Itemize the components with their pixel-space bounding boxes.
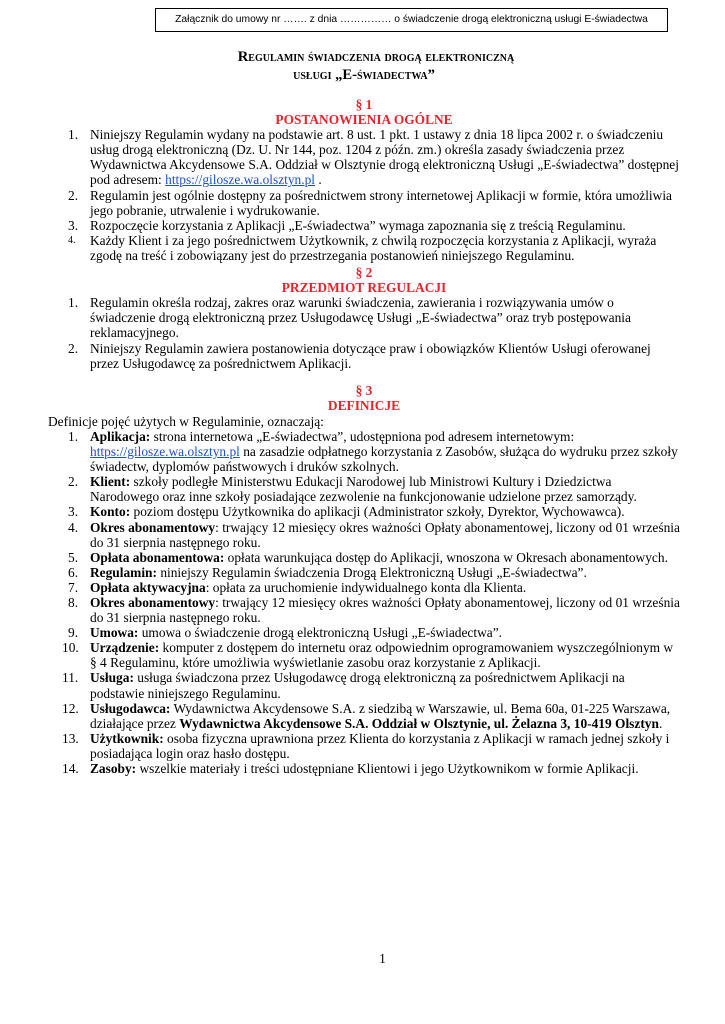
definition-item [48, 761, 680, 776]
item-number: 2. [68, 474, 79, 490]
definition-text: : trwający 12 miesięcy okres ważności Opłaty abonamentowej, liczony od 01 września do 31 sierpnia następnego roku. [90, 519, 680, 550]
definition-text: niniejszy Regulamin świadczenia Drogą Elektroniczną Usługi „E-świadectwa”. [156, 564, 587, 580]
item-number: 3. [68, 504, 79, 520]
item-number: 13. [62, 730, 79, 746]
item-text: Regulamin jest ogólnie dostępny za pośrednictwem strony internetowej Aplikacji w formie, która umożliwia jego pobranie, utrwalenie i wydrukowanie. [90, 187, 672, 218]
definition-text: osoba fizyczna uprawniona przez Klienta do korzystania z Aplikacji w ramach jednej szkoły i posiadająca login oraz hasło dostępu. [90, 730, 670, 761]
definition-term: Opłata aktywacyjna [90, 579, 206, 595]
definition-term: Użytkownik: [90, 730, 164, 746]
item-number: 5. [68, 549, 79, 565]
item-number: 9. [68, 625, 79, 641]
definition-text-end: na zasadzie odpłatnego korzystania z Zasobów, służąca do wydruku przez szkoły świadectw, dyplomów państwowych i druków szkolnych. [90, 444, 678, 475]
definition-term: Okres abonamentowy [90, 519, 216, 535]
item-number: 2. [68, 340, 79, 356]
definition-item [48, 670, 680, 700]
list-item [48, 233, 680, 263]
section-1-number: § 1 [355, 97, 373, 112]
item-number: 12. [62, 700, 79, 716]
item-text: Każdy Klient i za jego pośrednictwem Użytkownik, z chwilą rozpoczęcia korzystania z Aplikacji, wyraża zgodę na treść i zobowiązany jest do przestrzegania postanowień niniejszego Regulaminu. [90, 232, 657, 263]
page-number: 1 [379, 951, 386, 966]
definition-text: wszelkie materiały i treści udostępniane Klientowi i jego Użytkownikom w formie Aplikacji. [136, 761, 639, 777]
item-number: 14. [62, 761, 79, 777]
app-url-link[interactable]: https://gilosze.wa.olsztyn.pl [165, 172, 316, 188]
definition-text: komputer z dostępem do internetu oraz odpowiednim oprogramowaniem wyszczególnionym w § 4 Regulaminu, które umożliwia wyświetlanie zasobu oraz korzystanie z Aplikacji. [90, 640, 674, 671]
item-number: 3. [68, 217, 79, 233]
definition-text: szkoły podległe Ministerstwu Edukacji Narodowej lub Ministrowi Kultury i Dziedzictwa Narodowego oraz inne szkoły posiadające zezwolenie na funkcjonowanie udzielone przez samorządy. [90, 474, 637, 505]
title-line-1: Regulamin świadczenia drogą elektroniczną [237, 49, 515, 65]
document-body [48, 48, 680, 776]
item-number: 11. [62, 670, 79, 686]
definition-item [48, 625, 680, 640]
definition-term: Urządzenie: [90, 640, 160, 656]
definition-item [48, 504, 680, 519]
item-number: 6. [68, 564, 79, 580]
definition-text: umowa o świadczenie drogą elektroniczną Usługi „E-świadectwa”. [138, 625, 502, 641]
section-2-heading: PRZEDMIOT REGULACJI [281, 280, 447, 296]
definition-item [48, 580, 680, 595]
item-text: Regulamin określa rodzaj, zakres oraz warunki świadczenia, zawierania i rozwiązywania umów o świadczenie drogą elektroniczną przez Usługodawcę Usługi „E-świadectwa” oraz tryb postępowania reklamacyjnego. [90, 295, 631, 341]
item-text-end: . [315, 172, 322, 188]
item-number: 1. [68, 127, 79, 143]
definition-text: : trwający 12 miesięcy okres ważności Opłaty abonamentowej, liczony od 01 września do 31 sierpnia następnego roku. [90, 595, 680, 626]
item-text: Niniejszy Regulamin zawiera postanowienia dotyczące praw i obowiązków Klientów Usługi oferowanej przez Usługodawcę za pośrednictwem Aplikacji. [90, 340, 651, 371]
list-item [48, 188, 680, 218]
list-item [48, 218, 680, 233]
section-1-heading: POSTANOWIENIA OGÓLNE [275, 112, 453, 128]
definition-term: Umowa: [90, 625, 139, 641]
definitions-intro: Definicje pojęć użytych w Regulaminie, oznaczają: [48, 413, 324, 429]
section-2-list [48, 295, 680, 370]
definition-item [48, 595, 680, 625]
section-1-list [48, 127, 680, 263]
definitions-list [48, 429, 680, 776]
section-2-number: § 2 [355, 265, 373, 281]
document-title [48, 48, 680, 84]
list-item [48, 341, 680, 371]
definition-item [48, 701, 680, 731]
definition-item [48, 550, 680, 565]
definition-text-end: . [658, 715, 663, 731]
item-number: 2. [68, 187, 79, 203]
definition-term: Okres abonamentowy [90, 595, 216, 610]
attachment-note: Załącznik do umowy nr ……. z dnia …………… o świadczenie drogą elektroniczną usługi E-świadectwa [155, 8, 668, 32]
item-number: 1. [68, 295, 79, 311]
item-text: Rozpoczęcie korzystania z Aplikacji „E-świadectwa” wymaga zapoznania się z treścią Regulaminu. [90, 217, 626, 233]
definition-text: strona internetowa „E-świadectwa”, udostępniona pod adresem internetowym: [150, 428, 575, 444]
definition-term: Opłata abonamentowa: [90, 549, 225, 565]
item-number: 8. [68, 595, 79, 610]
title-line-2: usługi „E-świadectwa” [293, 67, 435, 83]
definition-term: Zasoby: [90, 761, 137, 777]
list-item [48, 295, 680, 340]
definition-text: Wydawnictwa Akcydensowe S.A. z siedzibą w Warszawie, ul. Bema 60a, 01-225 Warszawa, działające przez [90, 700, 671, 731]
item-text: Niniejszy Regulamin wydany na podstawie art. 8 ust. 1 pkt. 1 ustawy z dnia 18 lipca 2002 r. o świadczeniu usług drogą elektroniczną (Dz. U. Nr 144, poz. 1204 z późn. zm.) określa zasady świadczenia przez Wydawnictwa Akcydensowe S.A. Oddział w Olsztynie drogą elektroniczną Usługi „E-świadectwa” dostępnej pod adresem: [90, 127, 679, 188]
item-number: 7. [68, 579, 79, 595]
app-url-link[interactable]: https://gilosze.wa.olsztyn.pl [90, 444, 240, 460]
list-item [48, 127, 680, 187]
definition-term: Usługa: [90, 670, 134, 686]
definition-text: poziom dostępu Użytkownika do aplikacji (Administrator szkoły, Dyrektor, Wychowawca). [130, 504, 625, 520]
section-3-number: § 3 [355, 382, 373, 398]
definition-text: usługa świadczona przez Usługodawcę drogą elektroniczną za pośrednictwem Aplikacji na podstawie niniejszego Regulaminu. [90, 670, 625, 701]
item-number: 4. [68, 519, 79, 535]
definition-text: : opłata za uruchomienie indywidualnego konta dla Klienta. [205, 579, 527, 595]
definition-term: Konto: [90, 504, 131, 520]
branch-address: Wydawnictwa Akcydensowe S.A. Oddział w Olsztynie, ul. Żelazna 3, 10-419 Olsztyn [179, 715, 659, 731]
definition-item [48, 429, 680, 474]
item-number: 10. [62, 640, 79, 656]
definition-item [48, 565, 680, 580]
section-3-heading: DEFINICJE [327, 397, 401, 413]
definition-term: Klient: [90, 474, 131, 490]
definition-text: opłata warunkująca dostęp do Aplikacji, wnoszona w Okresach abonamentowych. [224, 549, 668, 565]
definition-item [48, 640, 680, 670]
definition-item [48, 474, 680, 504]
definition-item [48, 731, 680, 761]
item-number: 1. [68, 428, 79, 444]
definition-term: Usługodawca: [90, 700, 171, 716]
definition-item [48, 520, 680, 550]
item-number: 4. [68, 234, 76, 246]
definition-term: Aplikacja: [90, 428, 151, 444]
definition-term: Regulamin: [90, 564, 157, 580]
